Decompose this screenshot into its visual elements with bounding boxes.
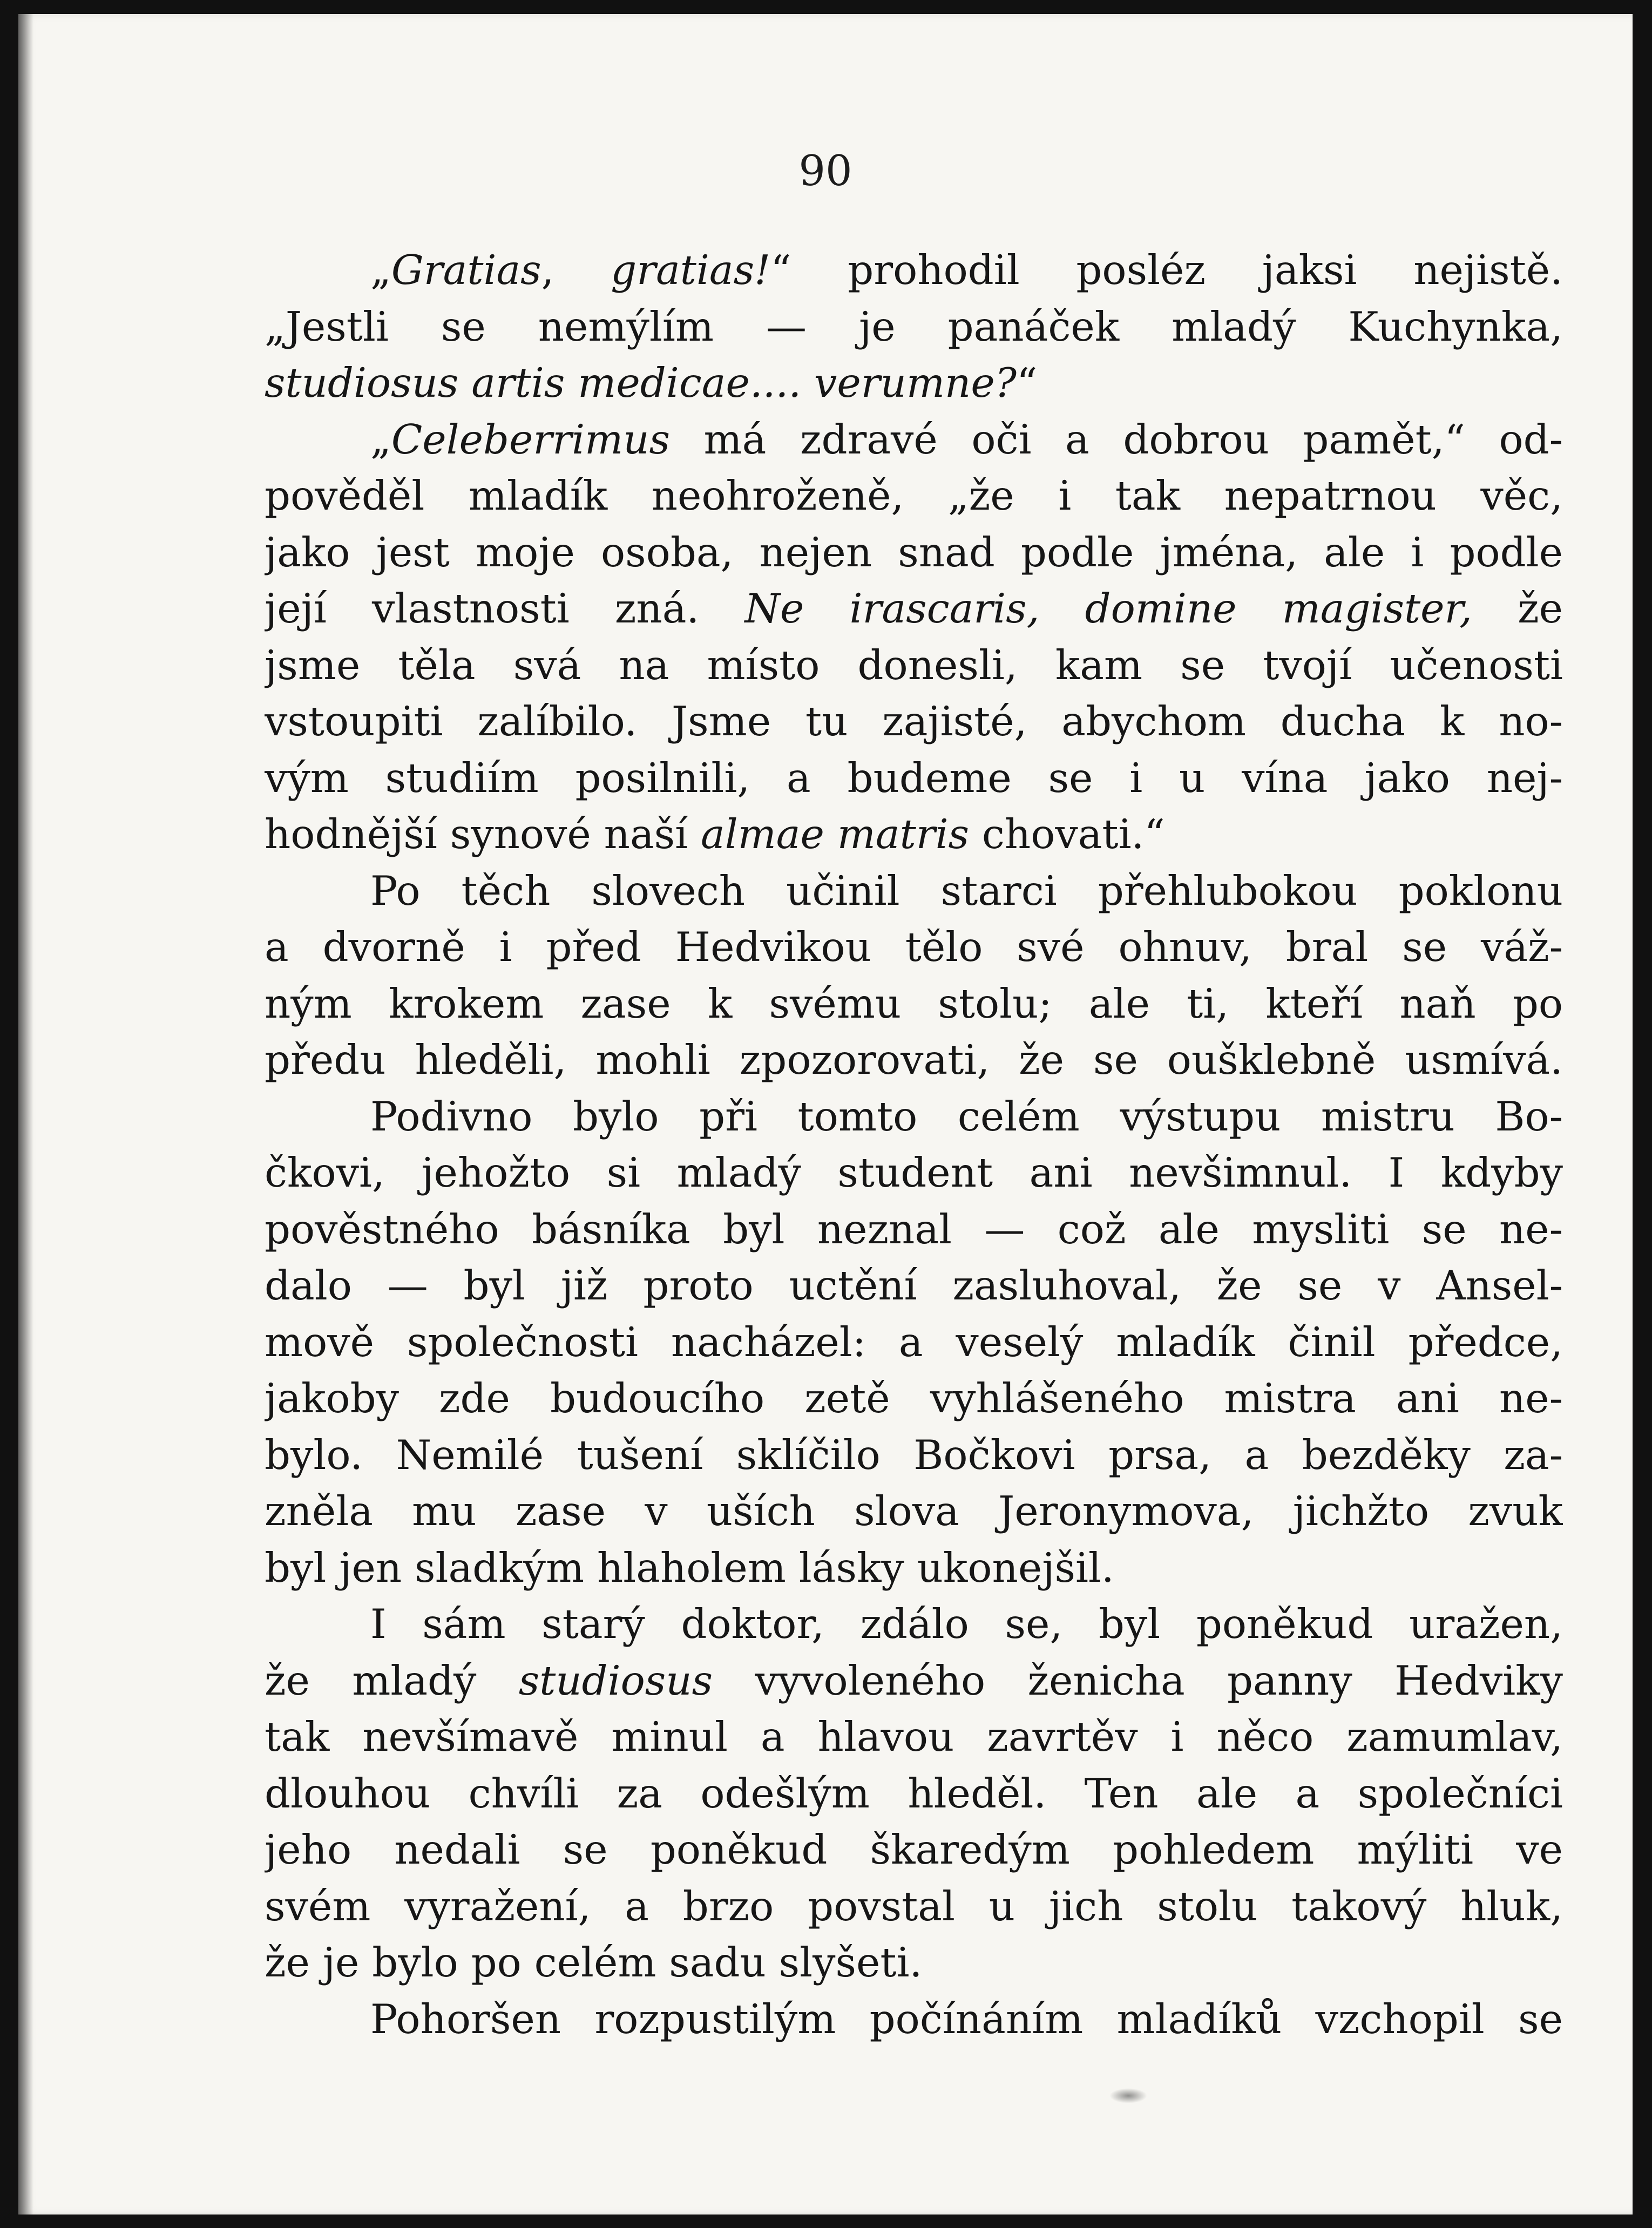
text-line: I sám starý doktor, zdálo se, byl poněkud uražen, [370,1600,1563,1648]
spine-shadow [18,14,33,2215]
text-line: její vlastnosti zná. Ne irascaris, domine magister, že [265,585,1563,632]
text-line: že je bylo po celém sadu slyšeti. [265,1939,923,1986]
text-line: vstoupiti zalíbilo. Jsme tu zajisté, abychom ducha k no- [265,697,1563,745]
text-line: Po těch slovech učinil starci přehlubokou poklonu [370,866,1563,915]
text-line: jakoby zde budoucího zetě vyhlášeného mistra ani ne- [265,1374,1563,1422]
text-line: předu hleděli, mohli zpozorovati, že se oušklebně usmívá. [265,1036,1563,1083]
text-line: vým studiím posilnili, a budeme se i u vína jako nej- [265,754,1563,802]
text-line: mově společnosti nacházel: a veselý mladík činil předce, [265,1318,1563,1366]
text-line: Podivno bylo při tomto celém výstupu mistru Bo- [370,1092,1563,1140]
text-line: dlouhou chvíli za odešlým hleděl. Ten ale a společníci [265,1769,1563,1817]
text-line: ným krokem zase k svému stolu; ale ti, kteří naň po [265,979,1563,1027]
text-line: pověděl mladík neohroženě, „že i tak nepatrnou věc, [265,472,1563,519]
text-line: pověstného básníka byl neznal — což ale mysliti se ne- [265,1205,1563,1253]
text-line: byl jen sladkým hlaholem lásky ukonejšil. [265,1543,1114,1592]
text-line: jsme těla svá na místo donesli, kam se tvojí učenosti [265,641,1563,689]
body-text [265,242,1563,2047]
text-line: bylo. Nemilé tušení sklíčilo Bočkovi prsa, a bezděky za- [265,1431,1563,1479]
text-line: „Gratias, gratias!“ prohodil posléz jaksi nejistě. [370,246,1563,294]
text-line: hodnější synové naší almae matris chovati.“ [265,810,1165,858]
text-line: zněla mu zase v uších slova Jeronymova, jichžto zvuk [265,1487,1563,1535]
text-line: tak nevšímavě minul a hlavou zavrtěv i něco zamumlav, [265,1713,1563,1760]
text-line: a dvorně i před Hedvikou tělo své ohnuv, bral se váž- [265,923,1563,971]
page-number: 90 [798,147,852,195]
text-line: „Jestli se nemýlím — je panáček mladý Kuchynka, [265,302,1563,350]
text-line: studiosus artis medicae.... verumne?“ [265,359,1038,407]
text-line: svém vyražení, a brzo povstal u jich stolu takový hluk, [265,1882,1563,1930]
text-line: čkovi, jehožto si mladý student ani nevšimnul. I kdyby [265,1149,1563,1196]
ink-speck [1109,2088,1147,2103]
text-line: Pohoršen rozpustilým počínáním mladíků vzchopil se [370,1995,1563,2043]
text-line: „Celeberrimus má zdravé oči a dobrou pamět,“ od- [370,415,1563,463]
text-line: jeho nedali se poněkud škaredým pohledem mýliti ve [265,1826,1563,1873]
text-line: jako jest moje osoba, nejen snad podle jména, ale i podle [265,528,1563,576]
text-line: že mladý studiosus vyvoleného ženicha panny Hedviky [265,1656,1563,1704]
text-line: dalo — byl již proto uctění zasluhoval, že se v Ansel- [265,1262,1563,1309]
